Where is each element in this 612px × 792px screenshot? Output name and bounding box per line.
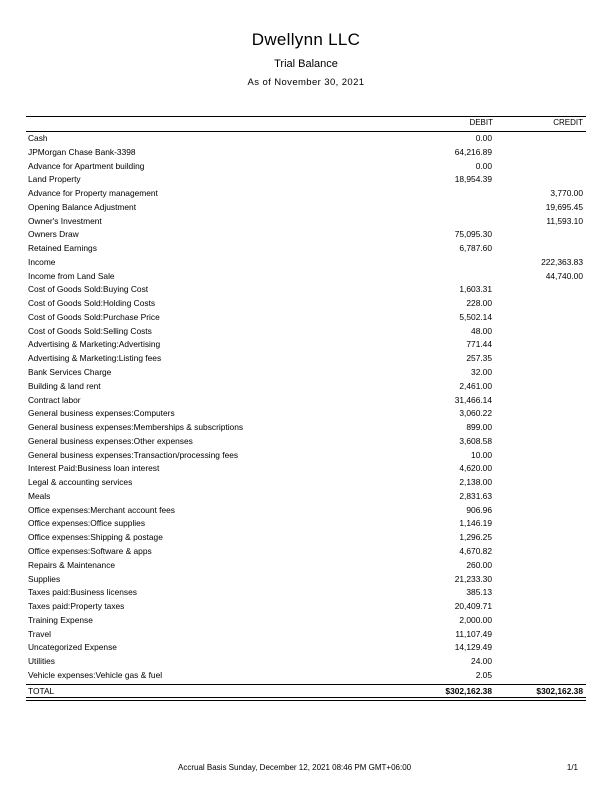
debit-amount: 260.00: [466, 559, 492, 570]
debit-amount: 899.00: [466, 422, 492, 433]
account-name: Cost of Goods Sold:Buying Cost: [28, 284, 149, 295]
account-name: Cost of Goods Sold:Holding Costs: [28, 298, 156, 309]
account-name: JPMorgan Chase Bank-3398: [28, 146, 136, 157]
account-name: Income from Land Sale: [28, 270, 115, 281]
table-row: [26, 600, 586, 614]
account-name: Opening Balance Adjustment: [28, 201, 137, 212]
table-row: [26, 669, 586, 683]
account-name: Interest Paid:Business loan interest: [28, 463, 160, 474]
debit-amount: 3,608.58: [459, 435, 492, 446]
debit-amount: 75,095.30: [454, 229, 492, 240]
credit-amount: 222,363.83: [541, 256, 583, 267]
debit-amount: 14,129.49: [454, 642, 492, 653]
report-date: As of November 30, 2021: [247, 77, 365, 88]
account-name: Office expenses:Shipping & postage: [28, 532, 163, 543]
company-name: Dwellynn LLC: [251, 30, 361, 49]
account-name: Cash: [28, 133, 48, 143]
debit-amount: 11,107.49: [455, 628, 492, 639]
account-name: Cost of Goods Sold:Purchase Price: [28, 311, 160, 322]
debit-amount: 2,461.00: [459, 380, 492, 391]
debit-amount: 4,670.82: [459, 545, 492, 556]
table-body: [26, 132, 586, 683]
table-row: [26, 504, 586, 518]
table-row: [26, 559, 586, 573]
debit-amount: 32.00: [471, 367, 492, 378]
table-row: [26, 242, 586, 256]
account-name: Bank Services Charge: [28, 367, 112, 378]
account-name: Land Property: [28, 174, 81, 185]
account-name: Owner's Investment: [28, 215, 102, 226]
table-row: [26, 449, 586, 463]
table-row: [26, 352, 586, 366]
total-credit: $302,162.38: [536, 685, 583, 696]
table-row: [26, 311, 586, 325]
table-row: [26, 531, 586, 545]
account-name: Office expenses:Merchant account fees: [28, 504, 175, 515]
account-name: Travel: [28, 628, 51, 639]
debit-amount: 0.00: [475, 160, 492, 171]
account-name: General business expenses:Memberships & subscriptions: [28, 422, 244, 433]
debit-column-header: DEBIT: [469, 118, 493, 127]
table-row: [26, 490, 586, 504]
account-name: Building & land rent: [28, 380, 101, 391]
account-name: Training Expense: [28, 614, 93, 625]
credit-amount: 3,770.00: [550, 188, 583, 199]
debit-amount: 1,603.31: [459, 284, 492, 295]
account-name: Legal & accounting services: [28, 477, 133, 488]
account-name: Vehicle expenses:Vehicle gas & fuel: [28, 669, 163, 680]
table-row: [26, 325, 586, 339]
report-title: Trial Balance: [274, 58, 338, 70]
table-row: [26, 132, 586, 146]
account-name: General business expenses:Other expenses: [28, 435, 193, 446]
account-name: Advertising & Marketing:Advertising: [28, 339, 161, 350]
account-name: Uncategorized Expense: [28, 642, 117, 653]
account-name: General business expenses:Computers: [28, 408, 175, 419]
table-row: [26, 228, 586, 242]
footer-basis: Accrual Basis Sunday, December 12, 2021 08:46 PM GMT+06:00: [178, 763, 412, 772]
table-row: [26, 586, 586, 600]
table-row: [26, 641, 586, 655]
total-row: [26, 684, 586, 697]
trial-balance-table: [26, 116, 586, 701]
account-name: Advance for Apartment building: [28, 160, 145, 171]
debit-amount: 31,466.14: [454, 394, 492, 405]
table-row: [26, 394, 586, 408]
debit-amount: 1,146.19: [459, 518, 492, 529]
account-name: Contract labor: [28, 394, 81, 405]
account-name: Taxes paid:Property taxes: [28, 601, 125, 612]
table-row: [26, 435, 586, 449]
table-row: [26, 462, 586, 476]
table-row: [26, 366, 586, 380]
debit-amount: 64,216.89: [454, 146, 492, 157]
debit-amount: 6,787.60: [459, 243, 492, 254]
debit-amount: 4,620.00: [459, 463, 492, 474]
table-row: [26, 407, 586, 421]
table-row: [26, 517, 586, 531]
account-name: Advance for Property management: [28, 188, 158, 199]
account-name: Advertising & Marketing:Listing fees: [28, 353, 162, 364]
table-header: [26, 116, 586, 132]
account-name: Meals: [28, 490, 51, 501]
debit-amount: 228.00: [466, 298, 492, 309]
table-row: [26, 173, 586, 187]
debit-amount: 385.13: [466, 587, 492, 598]
table-row: [26, 380, 586, 394]
debit-amount: 2,831.63: [459, 490, 492, 501]
debit-amount: 906.96: [466, 504, 492, 515]
debit-amount: 2,000.00: [459, 614, 492, 625]
table-row: [26, 215, 586, 229]
account-name: Taxes paid:Business licenses: [28, 587, 137, 598]
table-row: [26, 614, 586, 628]
page-number: 1/1: [566, 763, 578, 772]
debit-amount: 771.44: [466, 339, 492, 350]
table-row: [26, 283, 586, 297]
debit-amount: 48.00: [471, 325, 492, 336]
debit-amount: 0.00: [475, 133, 492, 143]
debit-amount: 2.05: [475, 669, 492, 680]
table-row: [26, 270, 586, 284]
account-name: General business expenses:Transaction/processing fees: [28, 449, 239, 460]
debit-amount: 20,409.71: [454, 601, 492, 612]
debit-amount: 21,233.30: [454, 573, 492, 584]
debit-amount: 2,138.00: [459, 477, 492, 488]
debit-amount: 1,296.25: [459, 532, 492, 543]
table-row: [26, 628, 586, 642]
debit-amount: 257.35: [466, 353, 492, 364]
table-row: [26, 545, 586, 559]
credit-column-header: CREDIT: [553, 118, 583, 127]
debit-amount: 24.00: [471, 656, 492, 667]
table-row: [26, 201, 586, 215]
table-row: [26, 476, 586, 490]
account-name: Retained Earnings: [28, 243, 97, 254]
table-row: [26, 146, 586, 160]
debit-amount: 5,502.14: [459, 311, 492, 322]
debit-amount: 3,060.22: [459, 408, 492, 419]
table-row: [26, 256, 586, 270]
total-label: TOTAL: [28, 685, 55, 696]
account-name: Owners Draw: [28, 229, 79, 240]
credit-amount: 44,740.00: [545, 270, 583, 281]
debit-amount: 18,954.39: [454, 174, 492, 185]
table-row: [26, 187, 586, 201]
credit-amount: 19,695.45: [545, 201, 583, 212]
table-row: [26, 421, 586, 435]
total-debit: $302,162.38: [445, 685, 492, 696]
double-underline: [26, 697, 586, 701]
account-name: Supplies: [28, 573, 61, 584]
account-name: Income: [28, 256, 56, 267]
table-row: [26, 573, 586, 587]
table-row: [26, 338, 586, 352]
table-row: [26, 160, 586, 174]
account-name: Cost of Goods Sold:Selling Costs: [28, 325, 152, 336]
table-row: [26, 655, 586, 669]
debit-amount: 10.00: [471, 449, 492, 460]
account-name: Office expenses:Software & apps: [28, 545, 152, 556]
credit-amount: 11,593.10: [546, 215, 583, 226]
account-name: Repairs & Maintenance: [28, 559, 116, 570]
account-name: Utilities: [28, 656, 55, 667]
account-name: Office expenses:Office supplies: [28, 518, 146, 529]
table-row: [26, 297, 586, 311]
